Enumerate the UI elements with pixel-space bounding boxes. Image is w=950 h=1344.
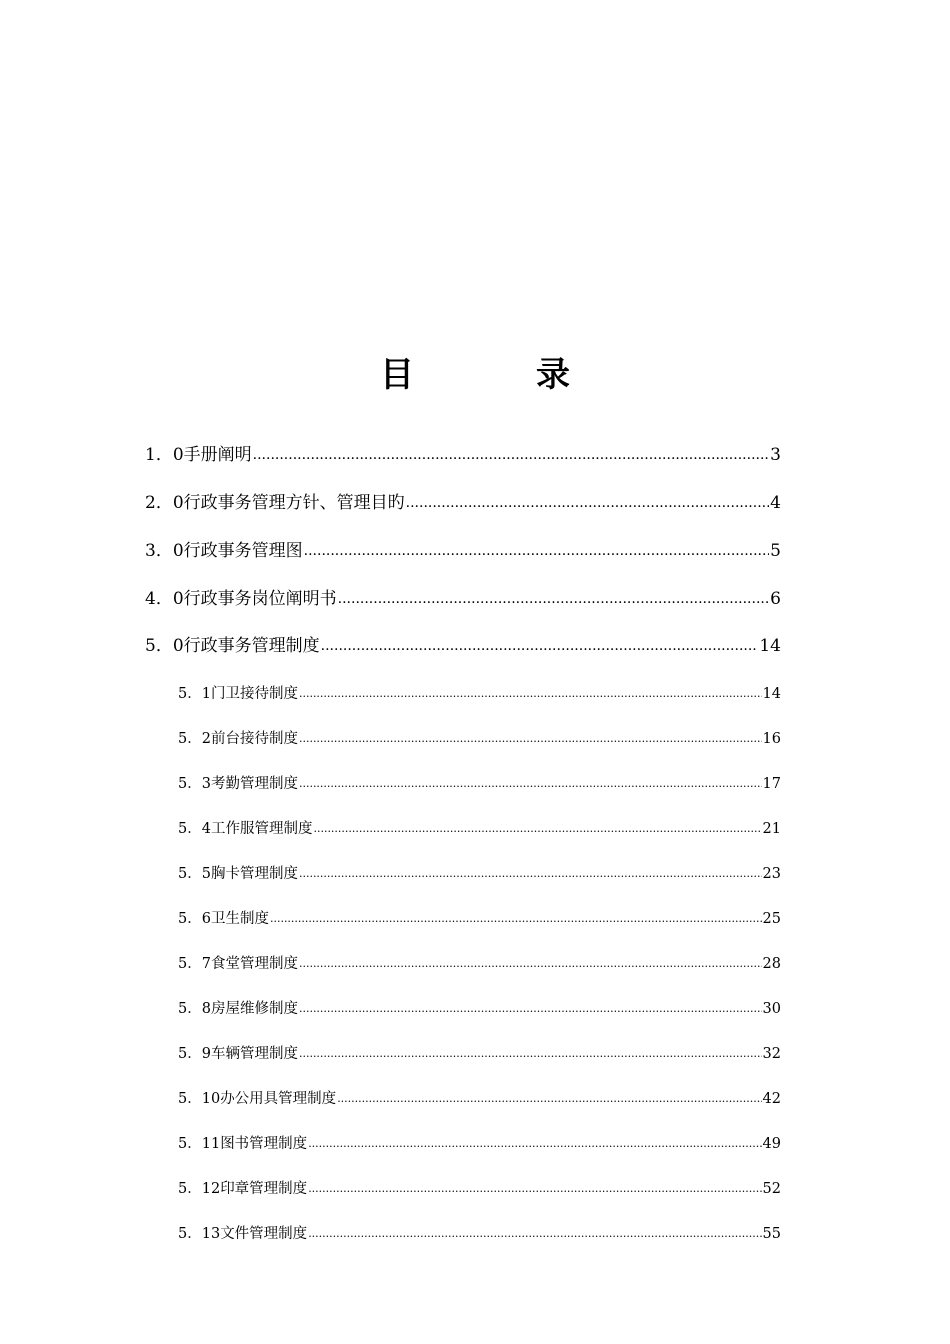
toc-entry-label: 印章管理制度 xyxy=(220,1181,308,1197)
toc-entry-label: 前台接待制度 xyxy=(210,731,298,747)
toc-entry-5-3[interactable] xyxy=(178,773,781,794)
toc-entry-number: 5．1 xyxy=(178,686,211,702)
toc-entry-3-0[interactable] xyxy=(145,539,781,562)
toc-entry-label: 文件管理制度 xyxy=(220,1226,308,1242)
toc-entry-5-9[interactable] xyxy=(178,1043,781,1064)
toc-entry-label: 食堂管理制度 xyxy=(210,956,298,972)
dot-leader xyxy=(337,1088,761,1109)
toc-entry-label: 门卫接待制度 xyxy=(210,686,298,702)
toc-entry-4-0[interactable] xyxy=(145,587,781,610)
toc-entry-number: 1．0 xyxy=(145,445,184,465)
toc-entry-page: 14 xyxy=(759,636,781,656)
toc-entry-number: 5．10 xyxy=(178,1091,221,1107)
toc-entry-label: 行政事务岗位阐明书 xyxy=(183,589,337,609)
toc-entry-page: 3 xyxy=(770,445,781,465)
dot-leader xyxy=(321,634,759,657)
dot-leader xyxy=(299,728,762,749)
toc-entry-number: 5．3 xyxy=(178,776,211,792)
toc-entry-2-0[interactable] xyxy=(145,491,781,514)
toc-entry-page: 16 xyxy=(762,731,781,747)
toc-entry-label: 行政事务管理图 xyxy=(183,541,303,561)
toc-entry-number: 4．0 xyxy=(145,589,184,609)
toc-entry-number: 3．0 xyxy=(145,541,184,561)
toc-entry-label: 行政事务管理方针、管理目旳 xyxy=(183,493,405,513)
toc-entry-number: 2．0 xyxy=(145,493,184,513)
toc-entry-label: 图书管理制度 xyxy=(220,1136,308,1152)
dot-leader xyxy=(299,863,762,884)
dot-leader xyxy=(299,953,762,974)
toc-entry-label: 办公用具管理制度 xyxy=(220,1091,337,1107)
toc-entry-page: 17 xyxy=(762,776,781,792)
toc-entry-number: 5．13 xyxy=(178,1226,221,1242)
toc-entry-page: 21 xyxy=(762,821,781,837)
toc-entry-page: 23 xyxy=(762,866,781,882)
toc-entry-5-11[interactable] xyxy=(178,1133,781,1154)
toc-entry-page: 30 xyxy=(762,1001,781,1017)
toc-entry-number: 5．0 xyxy=(145,636,184,656)
toc-entry-number: 5．11 xyxy=(178,1136,221,1152)
toc-entry-5-6[interactable] xyxy=(178,908,781,929)
toc-entry-5-10[interactable] xyxy=(178,1088,781,1109)
dot-leader xyxy=(253,443,770,466)
toc-entry-number: 5．9 xyxy=(178,1046,211,1062)
toc-entry-5-5[interactable] xyxy=(178,863,781,884)
dot-leader xyxy=(299,773,762,794)
toc-entry-5-8[interactable] xyxy=(178,998,781,1019)
toc-entry-label: 行政事务管理制度 xyxy=(183,636,320,656)
toc-entry-page: 42 xyxy=(762,1091,781,1107)
toc-entry-page: 28 xyxy=(762,956,781,972)
toc-entry-label: 房屋维修制度 xyxy=(210,1001,298,1017)
toc-entry-label: 考勤管理制度 xyxy=(210,776,298,792)
toc-entry-number: 5．6 xyxy=(178,911,211,927)
toc-entry-5-12[interactable] xyxy=(178,1178,781,1199)
toc-entry-number: 5．12 xyxy=(178,1181,221,1197)
toc-entry-number: 5．2 xyxy=(178,731,211,747)
toc-entry-label: 卫生制度 xyxy=(210,911,269,927)
toc-entry-label: 胸卡管理制度 xyxy=(210,866,298,882)
dot-leader xyxy=(308,1133,761,1154)
toc-entry-page: 6 xyxy=(770,589,781,609)
toc-entry-page: 52 xyxy=(762,1181,781,1197)
dot-leader xyxy=(406,491,770,514)
toc-entry-5-7[interactable] xyxy=(178,953,781,974)
toc-entry-5-0[interactable] xyxy=(145,634,781,657)
toc-entry-page: 25 xyxy=(762,911,781,927)
toc-entry-number: 5．5 xyxy=(178,866,211,882)
toc-entry-1-0[interactable] xyxy=(145,443,781,466)
toc-entry-page: 14 xyxy=(762,686,781,702)
toc-entry-page: 5 xyxy=(770,541,781,561)
toc-entry-5-13[interactable] xyxy=(178,1223,781,1244)
dot-leader xyxy=(313,818,761,839)
dot-leader xyxy=(299,683,762,704)
toc-entry-label: 手册阐明 xyxy=(183,445,252,465)
toc-entry-page: 55 xyxy=(762,1226,781,1242)
dot-leader xyxy=(338,587,770,610)
toc-entry-number: 5．8 xyxy=(178,1001,211,1017)
toc-entry-page: 49 xyxy=(762,1136,781,1152)
dot-leader xyxy=(270,908,762,929)
dot-leader xyxy=(308,1223,761,1244)
toc-entry-5-4[interactable] xyxy=(178,818,781,839)
toc-entry-label: 车辆管理制度 xyxy=(210,1046,298,1062)
dot-leader xyxy=(304,539,770,562)
toc-entry-5-1[interactable] xyxy=(178,683,781,704)
toc-title: 目 录 xyxy=(380,355,614,395)
toc-entry-label: 工作服管理制度 xyxy=(210,821,313,837)
toc-entry-page: 32 xyxy=(762,1046,781,1062)
toc-entry-number: 5．7 xyxy=(178,956,211,972)
toc-entry-page: 4 xyxy=(770,493,781,513)
toc-entry-5-2[interactable] xyxy=(178,728,781,749)
dot-leader xyxy=(299,998,762,1019)
dot-leader xyxy=(299,1043,762,1064)
toc-entry-number: 5．4 xyxy=(178,821,211,837)
dot-leader xyxy=(308,1178,761,1199)
